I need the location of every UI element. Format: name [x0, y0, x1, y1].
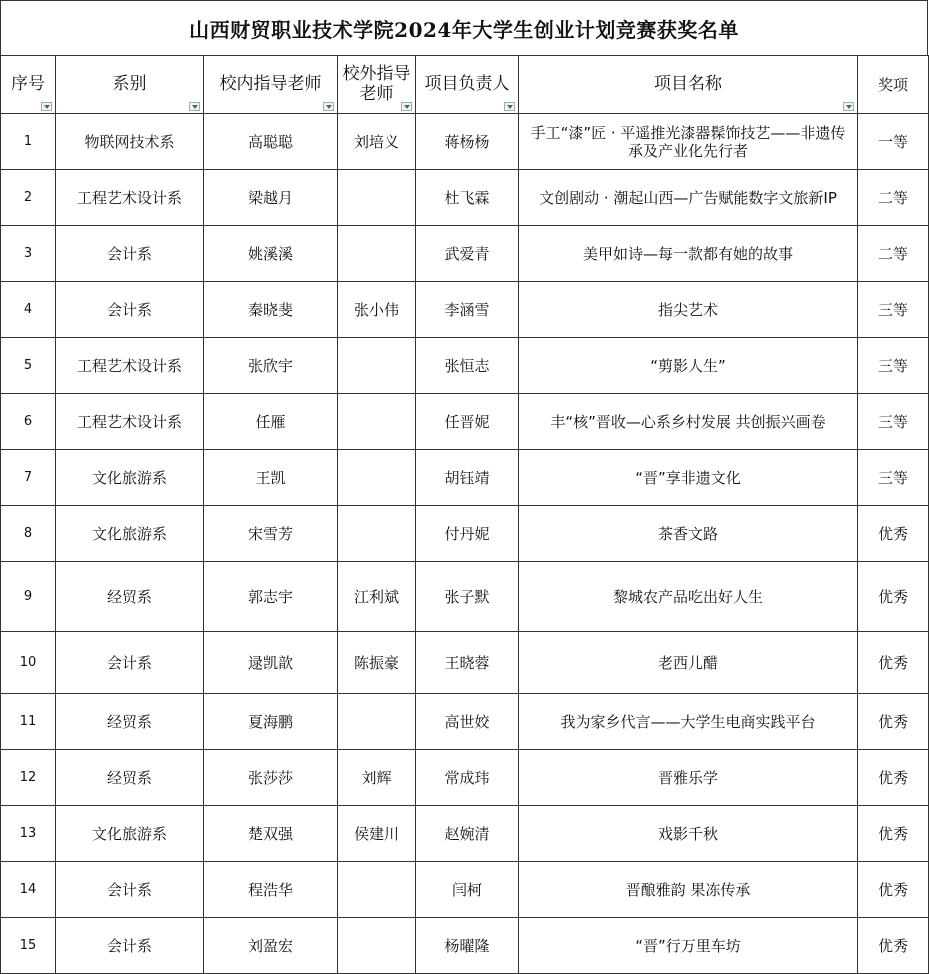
cell-leader[interactable]: 杨曜隆 [416, 918, 519, 974]
cell-index[interactable]: 6 [1, 394, 56, 450]
cell-leader[interactable]: 付丹妮 [416, 506, 519, 562]
cell-internal-advisor[interactable]: 任雁 [204, 394, 338, 450]
header-department-label: 系别 [112, 74, 147, 95]
cell-award[interactable]: 一等 [858, 114, 929, 170]
cell-award[interactable]: 三等 [858, 450, 929, 506]
table-row [1, 170, 929, 226]
table-row [1, 806, 929, 862]
cell-leader[interactable]: 张子默 [416, 562, 519, 632]
cell-internal-advisor[interactable]: 程浩华 [204, 862, 338, 918]
cell-project-name[interactable]: 戏影千秋 [519, 806, 858, 862]
cell-internal-advisor[interactable]: 姚溪溪 [204, 226, 338, 282]
cell-leader[interactable]: 闫柯 [416, 862, 519, 918]
cell-external-advisor[interactable] [338, 394, 416, 450]
cell-award[interactable]: 优秀 [858, 632, 929, 694]
cell-internal-advisor[interactable]: 郭志宇 [204, 562, 338, 632]
cell-index[interactable]: 15 [1, 918, 56, 974]
cell-leader[interactable]: 武爱青 [416, 226, 519, 282]
cell-internal-advisor[interactable]: 张莎莎 [204, 750, 338, 806]
cell-leader[interactable]: 高世姣 [416, 694, 519, 750]
cell-leader[interactable]: 胡钰靖 [416, 450, 519, 506]
cell-award[interactable]: 优秀 [858, 806, 929, 862]
cell-external-advisor[interactable]: 刘辉 [338, 750, 416, 806]
cell-external-advisor[interactable] [338, 170, 416, 226]
header-project-name-label: 项目名称 [654, 74, 722, 95]
cell-index[interactable]: 5 [1, 338, 56, 394]
cell-leader[interactable]: 李涵雪 [416, 282, 519, 338]
header-award-label: 奖项 [877, 75, 908, 94]
cell-internal-advisor[interactable]: 楚双强 [204, 806, 338, 862]
header-index [1, 56, 56, 114]
header-award [858, 56, 929, 114]
header-row [1, 56, 929, 114]
cell-internal-advisor[interactable]: 逯凯歆 [204, 632, 338, 694]
table-row [1, 918, 929, 974]
cell-project-name[interactable]: 手工“漆”匠 · 平遥推光漆器髹饰技艺——非遗传承及产业化先行者 [519, 114, 858, 170]
cell-department[interactable]: 工程艺术设计系 [56, 170, 204, 226]
cell-external-advisor[interactable] [338, 226, 416, 282]
sheet-title: 山西财贸职业技术学院2024年大学生创业计划竞赛获奖名单 [0, 0, 928, 56]
cell-project-name[interactable]: 老西儿醋 [519, 632, 858, 694]
cell-external-advisor[interactable]: 江利斌 [338, 562, 416, 632]
cell-department[interactable]: 工程艺术设计系 [56, 338, 204, 394]
cell-project-name[interactable]: 文创剧动 · 潮起山西—广告赋能数字文旅新IP [519, 170, 858, 226]
header-leader [416, 56, 519, 114]
cell-external-advisor[interactable]: 张小伟 [338, 282, 416, 338]
cell-internal-advisor[interactable]: 王凯 [204, 450, 338, 506]
cell-award[interactable]: 三等 [858, 338, 929, 394]
table-row [1, 282, 929, 338]
cell-external-advisor[interactable] [338, 862, 416, 918]
table-row [1, 226, 929, 282]
cell-department[interactable]: 会计系 [56, 226, 204, 282]
cell-department[interactable]: 工程艺术设计系 [56, 394, 204, 450]
cell-index[interactable]: 10 [1, 632, 56, 694]
cell-department[interactable]: 经贸系 [56, 750, 204, 806]
cell-department[interactable]: 物联网技术系 [56, 114, 204, 170]
cell-leader[interactable]: 张恒志 [416, 338, 519, 394]
cell-award[interactable]: 二等 [858, 170, 929, 226]
cell-project-name[interactable]: 黎城农产品吃出好人生 [519, 562, 858, 632]
cell-index[interactable]: 1 [1, 114, 56, 170]
cell-project-name[interactable]: 我为家乡代言——大学生电商实践平台 [519, 694, 858, 750]
cell-leader[interactable]: 王晓蓉 [416, 632, 519, 694]
header-internal-advisor-label: 校内指导老师 [219, 74, 322, 95]
cell-project-name[interactable]: 丰“核”晋收—心系乡村发展 共创振兴画卷 [519, 394, 858, 450]
cell-project-name[interactable]: 晋酿雅韵 果冻传承 [519, 862, 858, 918]
table-row [1, 694, 929, 750]
table-row [1, 632, 929, 694]
cell-award[interactable]: 优秀 [858, 918, 929, 974]
cell-internal-advisor[interactable]: 秦晓斐 [204, 282, 338, 338]
cell-award[interactable]: 优秀 [858, 562, 929, 632]
cell-internal-advisor[interactable]: 刘盈宏 [204, 918, 338, 974]
cell-leader[interactable]: 蒋杨杨 [416, 114, 519, 170]
filter-dropdown-icon[interactable] [401, 102, 412, 111]
award-table [0, 55, 929, 974]
cell-internal-advisor[interactable]: 夏海鹏 [204, 694, 338, 750]
cell-external-advisor[interactable] [338, 694, 416, 750]
header-leader-label: 项目负责人 [424, 74, 510, 95]
cell-index[interactable]: 3 [1, 226, 56, 282]
cell-department[interactable]: 经贸系 [56, 562, 204, 632]
cell-index[interactable]: 13 [1, 806, 56, 862]
header-department [56, 56, 204, 114]
cell-project-name[interactable]: “剪影人生” [519, 338, 858, 394]
table-row [1, 338, 929, 394]
cell-department[interactable]: 文化旅游系 [56, 806, 204, 862]
cell-external-advisor[interactable] [338, 918, 416, 974]
cell-external-advisor[interactable]: 侯建川 [338, 806, 416, 862]
cell-external-advisor[interactable]: 陈振豪 [338, 632, 416, 694]
cell-internal-advisor[interactable]: 梁越月 [204, 170, 338, 226]
cell-leader[interactable]: 任晋妮 [416, 394, 519, 450]
cell-department[interactable]: 会计系 [56, 632, 204, 694]
table-row [1, 114, 929, 170]
cell-award[interactable]: 优秀 [858, 862, 929, 918]
cell-award[interactable]: 三等 [858, 282, 929, 338]
cell-index[interactable]: 9 [1, 562, 56, 632]
table-row [1, 506, 929, 562]
table-row [1, 562, 929, 632]
cell-award[interactable]: 优秀 [858, 506, 929, 562]
cell-project-name[interactable]: 指尖艺术 [519, 282, 858, 338]
cell-project-name[interactable]: “晋”享非遗文化 [519, 450, 858, 506]
cell-leader[interactable]: 杜飞霖 [416, 170, 519, 226]
table-row [1, 394, 929, 450]
cell-leader[interactable]: 赵婉清 [416, 806, 519, 862]
cell-department[interactable]: 文化旅游系 [56, 506, 204, 562]
cell-index[interactable]: 4 [1, 282, 56, 338]
cell-award[interactable]: 二等 [858, 226, 929, 282]
filter-dropdown-icon[interactable] [41, 102, 52, 111]
filter-dropdown-icon[interactable] [843, 102, 854, 111]
cell-project-name[interactable]: “晋”行万里车坊 [519, 918, 858, 974]
cell-project-name[interactable]: 晋雅乐学 [519, 750, 858, 806]
cell-external-advisor[interactable] [338, 450, 416, 506]
cell-external-advisor[interactable] [338, 338, 416, 394]
cell-internal-advisor[interactable]: 张欣宇 [204, 338, 338, 394]
filter-dropdown-icon[interactable] [323, 102, 334, 111]
cell-award[interactable]: 优秀 [858, 694, 929, 750]
cell-leader[interactable]: 常成玮 [416, 750, 519, 806]
cell-department[interactable]: 会计系 [56, 282, 204, 338]
header-external-advisor-label: 校外指导老师 [342, 63, 411, 104]
table-row [1, 862, 929, 918]
filter-dropdown-icon[interactable] [504, 102, 515, 111]
cell-index[interactable]: 11 [1, 694, 56, 750]
header-internal-advisor [204, 56, 338, 114]
cell-award[interactable]: 三等 [858, 394, 929, 450]
cell-project-name[interactable]: 茶香文路 [519, 506, 858, 562]
cell-department[interactable]: 经贸系 [56, 694, 204, 750]
cell-external-advisor[interactable]: 刘培义 [338, 114, 416, 170]
cell-index[interactable]: 8 [1, 506, 56, 562]
table-row [1, 450, 929, 506]
cell-department[interactable]: 会计系 [56, 862, 204, 918]
header-project-name [519, 56, 858, 114]
header-external-advisor [338, 56, 416, 114]
cell-internal-advisor[interactable]: 高聪聪 [204, 114, 338, 170]
table-row [1, 750, 929, 806]
filter-dropdown-icon[interactable] [189, 102, 200, 111]
cell-department[interactable]: 会计系 [56, 918, 204, 974]
cell-department[interactable]: 文化旅游系 [56, 450, 204, 506]
cell-index[interactable]: 14 [1, 862, 56, 918]
cell-award[interactable]: 优秀 [858, 750, 929, 806]
cell-internal-advisor[interactable]: 宋雪芳 [204, 506, 338, 562]
header-index-label: 序号 [11, 74, 45, 95]
cell-index[interactable]: 12 [1, 750, 56, 806]
cell-index[interactable]: 7 [1, 450, 56, 506]
cell-project-name[interactable]: 美甲如诗—每一款都有她的故事 [519, 226, 858, 282]
cell-index[interactable]: 2 [1, 170, 56, 226]
cell-external-advisor[interactable] [338, 506, 416, 562]
